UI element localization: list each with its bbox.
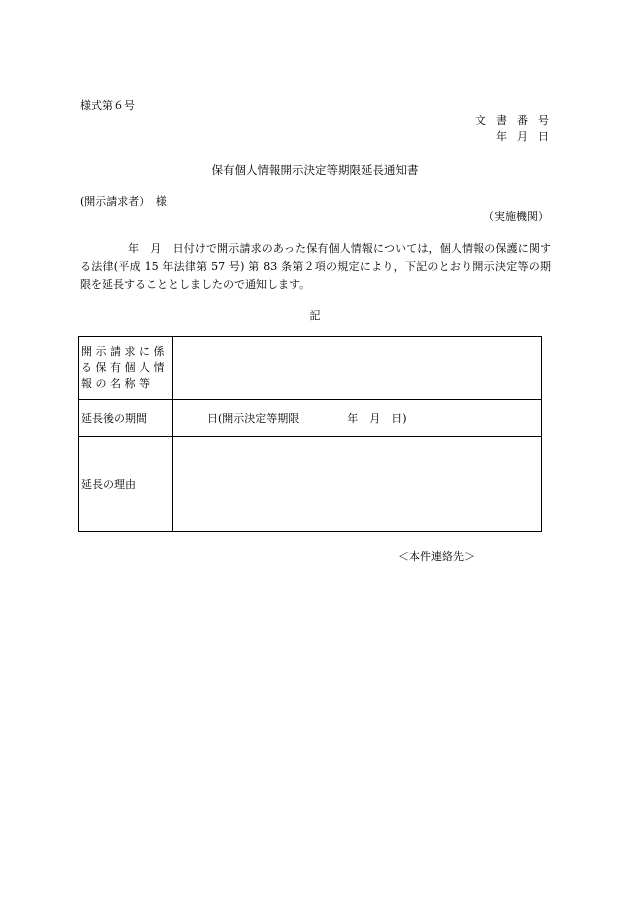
value-extension-reason (173, 437, 542, 532)
table-row-extension-reason (79, 437, 542, 532)
label-extension-reason: 延長の理由 (79, 437, 173, 532)
period-deadline-date: 年 月 日) (347, 412, 407, 425)
body-paragraph: 年 月 日付けで開示請求のあった保有個人情報については，個人情報の保護に関する法律(平成 15 年法律第 57 号) 第 83 条第２項の規定により，下記のとおり開示決定等の期限を延長することとしましたので通知します。 (80, 242, 551, 291)
document-date-label: 年月日 (496, 130, 559, 143)
label-info-name-text: 開示請求に係る保有個人情報の名称等 (81, 345, 168, 390)
ki-heading: 記 (309, 309, 321, 322)
period-days-text: 日(開示決定等期限 (207, 412, 300, 425)
table-row-extended-period (79, 400, 542, 437)
table-row-info-name (79, 337, 542, 400)
value-extended-period (173, 400, 542, 437)
value-info-name (173, 337, 542, 400)
document-title: 保有個人情報開示決定等期限延長通知書 (211, 163, 419, 177)
document-number-label: 文書番号 (475, 114, 559, 127)
issuing-agency: （実施機関） (483, 210, 549, 223)
label-extended-period: 延長後の期間 (79, 400, 173, 437)
contact-label: ＜本件連絡先＞ (398, 550, 475, 563)
detail-table (78, 336, 542, 532)
form-number: 様式第６号 (80, 99, 135, 112)
addressee: (開示請求者） 様 (80, 195, 167, 208)
label-info-name (79, 337, 173, 400)
